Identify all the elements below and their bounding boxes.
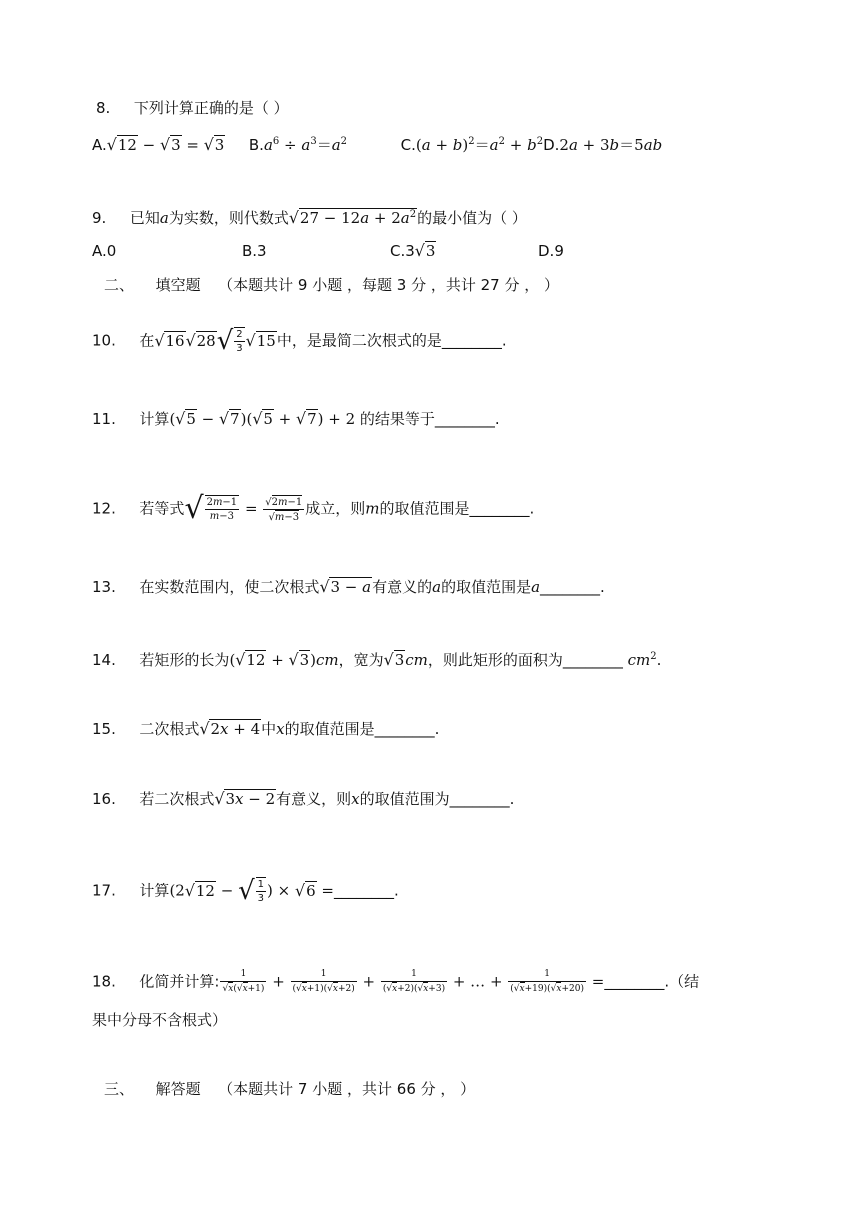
q16: 16. 若二次根式√3x − 2有意义，则x的取值范围为________.: [92, 789, 515, 808]
q11: 11. 计算(√5 − √7)(√5 + √7) + 2 的结果等于________.: [92, 409, 500, 428]
q15-pre: 二次根式: [139, 720, 200, 738]
q14: 14. 若矩形的长为(√12 + √3)cm，宽为√3cm，则此矩形的面积为________ $cm^2$.: [92, 650, 662, 669]
q9-option-b: B.3: [242, 242, 267, 260]
section-3-title: 解答题: [155, 1080, 201, 1098]
q9-stem-pre: 已知: [129, 209, 160, 227]
q9-number: 9.: [92, 209, 107, 227]
q10: 10. 在√16√28√ $\frac{2}{3}$ √15中，是最简二次根式的是________.: [92, 326, 507, 356]
q11-pre: 计算: [139, 410, 170, 428]
q18: 18. 化简并计算: $\frac{1}{√x(√x+1)}$ + $\frac{1}{(√x+1)(√x+2)}$ + $\frac{1}{(√x+2)(√x+3)}$ + … + $\frac{1}{(√x+19)(√x+20)}$ =________.（结: [92, 969, 700, 994]
q8-option-d: D.2a + 3b＝5ab: [543, 136, 663, 154]
q13-mid: 有意义的: [372, 578, 433, 596]
q9-stem-mid: 为实数，则代数式: [168, 209, 289, 227]
q13-post: 的取值范围是: [441, 578, 532, 596]
q18-number: 18.: [92, 972, 116, 991]
q14-number: 14.: [92, 651, 116, 669]
q15: 15. 二次根式√2x + 4中x的取值范围是________.: [92, 719, 440, 738]
q17-number: 17.: [92, 881, 116, 900]
q12-pre: 若等式: [139, 499, 185, 518]
section-2-title: 填空题: [155, 276, 201, 294]
q12-post2: 的取值范围是________.: [379, 499, 535, 518]
q17-post: ________.: [333, 881, 399, 900]
q8-option-b: $B.a^6 \div a^3=a^2$: [248, 136, 348, 154]
q18-pre: 化简并计算:: [139, 972, 220, 991]
q8-option-a: A.√12 − √3 = √3: [92, 135, 225, 154]
section-2-number: 二、: [104, 276, 135, 294]
q11-number: 11.: [92, 410, 116, 428]
q9-option-a: A.0: [92, 242, 117, 260]
q13: 13. 在实数范围内，使二次根式√3 − a有意义的a的取值范围是a________.: [92, 577, 605, 596]
q12-post: 成立，则: [305, 499, 366, 518]
q8-stem: 下列计算正确的是（ ）: [133, 99, 289, 117]
q14-pre: 若矩形的长为: [139, 651, 230, 669]
q13-blank: ________.: [540, 578, 605, 596]
q13-pre: 在实数范围内，使二次根式: [139, 578, 320, 596]
q16-mid: 有意义，则: [276, 790, 352, 808]
q14-post: ，则此矩形的面积为________: [427, 651, 628, 669]
q8-stem-line: [96, 97, 289, 119]
q10-post: 中，是最简二次根式的是________.: [276, 331, 507, 350]
q16-number: 16.: [92, 790, 116, 808]
q9-radical: $√27 - 12a + 2a^2$: [288, 208, 417, 227]
q12: 12. 若等式√ $\frac{2m-1}{m-3}$ = $\frac{√2m-1}{√m-3}$ 成立，则m的取值范围是________.: [92, 491, 535, 526]
q14-mid: ，宽为: [338, 651, 384, 669]
section-3-info: （本题共计 7 小题 ，共计 66 分 ， ）: [218, 1080, 476, 1098]
q15-mid: 中: [261, 720, 277, 738]
q11-post: 的结果等于________.: [355, 410, 500, 428]
section-3-number: 三、: [104, 1080, 135, 1098]
q17-pre: 计算: [139, 881, 170, 900]
q10-pre: 在: [139, 331, 155, 350]
q15-post: 的取值范围是________.: [284, 720, 440, 738]
q9-stem-post: 的最小值为（ ）: [417, 209, 527, 227]
section-3-header: [104, 1078, 475, 1100]
q16-post: 的取值范围为________.: [359, 790, 515, 808]
q17: 17. 计算(2√12 − √ $\frac{1}{3}$ ) × √6 =________.: [92, 876, 399, 906]
q9-stem-line: 9. 已知a为实数，则代数式$√27 - 12a + 2a^2$的最小值为（ ）: [92, 204, 527, 229]
q9-options: [92, 240, 116, 262]
q8-options: [92, 131, 662, 156]
q10-number: 10.: [92, 331, 116, 350]
section-2-header: [104, 274, 559, 296]
q9-option-c: C.3√3: [390, 241, 436, 260]
section-2-info: （本题共计 9 小题 ，每题 3 分 ，共计 27 分 ， ）: [218, 276, 560, 294]
q18-post: ________.（结: [604, 972, 700, 991]
q13-number: 13.: [92, 578, 116, 596]
q8-number: 8.: [96, 99, 111, 117]
q18-continuation: 果中分母不含根式）: [92, 1011, 228, 1029]
q16-pre: 若二次根式: [139, 790, 215, 808]
q12-number: 12.: [92, 499, 116, 518]
q15-number: 15.: [92, 720, 116, 738]
q8-option-c: $C.(a + b)^2=a^2 + b^2$: [400, 136, 544, 154]
q9-option-d: D.9: [538, 242, 564, 260]
